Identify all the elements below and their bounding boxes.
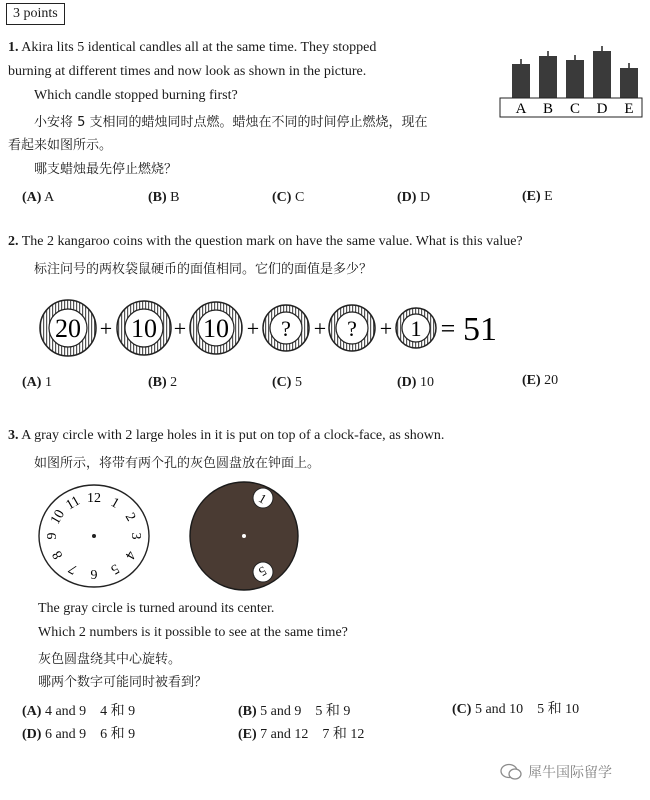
q3-option-b-label: (B) [238, 704, 257, 719]
candle-label-e: E [624, 101, 634, 117]
q3-option-e[interactable] [238, 723, 364, 743]
q2-option-a-label: (A) [22, 375, 42, 390]
q1-option-e[interactable] [522, 189, 553, 205]
q2-option-d-label: (D) [397, 375, 417, 390]
q2-option-b-value: 2 [170, 375, 178, 390]
watermark-text: 犀牛国际留学 [528, 765, 612, 781]
disc-hole-top [253, 488, 273, 508]
q1-option-c-value: C [294, 190, 305, 205]
q3-option-d-value: 6 and 9 6 和 9 [44, 727, 136, 742]
clock-number-10: 10 [48, 507, 69, 528]
candle-d [593, 46, 611, 98]
q3-line-1 [8, 428, 444, 444]
clock-number-8: 8 [49, 547, 67, 562]
q1-text-en-1: Akira lits 5 identical candles all at the same time. They stopped [21, 40, 377, 55]
q3-option-d[interactable] [22, 723, 135, 743]
q2-option-c[interactable] [272, 375, 302, 391]
q1-option-a-value: A [44, 190, 55, 205]
q3-option-a-label: (A) [22, 704, 42, 719]
q1-option-e-label: (E) [522, 189, 541, 204]
q1-question-en: Which candle stopped burning first? [34, 88, 238, 103]
q1-option-d[interactable] [397, 190, 430, 206]
q1-number: 1. [8, 40, 19, 55]
q1-option-a[interactable] [22, 190, 54, 206]
clock-number-1: 1 [107, 495, 122, 512]
q1-option-c-label: (C) [272, 190, 292, 205]
q2-option-a[interactable] [22, 375, 52, 391]
q2-option-c-label: (C) [272, 375, 292, 390]
q1-option-b-label: (B) [148, 190, 167, 205]
coin-10-b-value: 10 [203, 314, 229, 343]
coin-10-b [190, 302, 242, 354]
q3-option-d-label: (D) [22, 727, 42, 742]
q2-number: 2. [8, 234, 19, 249]
q3-option-e-label: (E) [238, 727, 257, 742]
q2-text-cn: 标注问号的两枚袋鼠硬币的面值相同。它们的面值是多少？ [34, 262, 373, 277]
clock-number-9: 9 [45, 532, 60, 540]
q2-option-a-value: 1 [44, 375, 52, 390]
candle-label-a: A [515, 101, 527, 117]
candle-a [512, 59, 530, 98]
q2-option-b[interactable] [148, 375, 177, 391]
q3-option-c-label: (C) [452, 702, 472, 717]
q1-option-d-value: D [419, 190, 431, 205]
coin-question-a-value: ? [281, 316, 291, 341]
q2-option-d-value: 10 [419, 375, 434, 390]
candle-label-b: B [542, 101, 554, 117]
coin-1-value: 1 [410, 316, 422, 341]
chat-bubble-icon [500, 763, 522, 781]
plus-sign-4: + [313, 316, 327, 341]
q3-text-en: A gray circle with 2 large holes in it is put on top of a clock-face, as shown. [21, 428, 445, 443]
clock-number-4: 4 [121, 547, 139, 562]
candle-b [539, 51, 557, 98]
clock-number-7: 7 [66, 560, 81, 577]
q3-number: 3. [8, 428, 19, 443]
disc-center-dot [242, 534, 246, 538]
q1-option-d-label: (D) [397, 190, 417, 205]
q2-option-d[interactable] [397, 375, 434, 391]
watermark [500, 762, 612, 782]
gray-disc [188, 480, 300, 592]
q3-text-cn: 如图所示，将带有两个孔的灰色圆盘放在钟面上。 [34, 456, 321, 471]
q1-line-1 [8, 40, 376, 56]
coin-20-value: 20 [55, 314, 81, 343]
q3-follow-cn-1: 灰色圆盘绕其中心旋转。 [38, 652, 182, 667]
q3-option-b-value: 5 and 9 5 和 9 [260, 704, 351, 719]
clock-face [36, 482, 152, 590]
q1-text-en-2: burning at different times and now look as shown in the picture. [8, 64, 367, 79]
q1-question-cn: 哪支蜡烛最先停止燃烧？ [34, 162, 178, 177]
q2-text-en: The 2 kangaroo coins with the question mark on have the same value. What is this value? [21, 234, 523, 249]
plus-sign-1: + [99, 316, 113, 341]
clock-center-dot [92, 534, 96, 538]
coin-question-b-value: ? [347, 316, 357, 341]
disc-hole-bottom [253, 562, 273, 582]
q2-line-1 [8, 234, 523, 250]
clock-number-11: 11 [63, 493, 83, 514]
q2-option-b-label: (B) [148, 375, 167, 390]
clock-number-6: 6 [90, 566, 98, 581]
plus-sign-5: + [379, 316, 393, 341]
q1-option-c[interactable] [272, 190, 304, 206]
disc-hole-bottom-number: 5 [256, 563, 270, 580]
q3-option-c[interactable] [452, 698, 579, 718]
coin-question-b [329, 305, 375, 351]
q1-option-a-label: (A) [22, 190, 42, 205]
candle-label-c: C [569, 101, 581, 117]
q3-option-e-value: 7 and 12 7 和 12 [260, 727, 365, 742]
disc-hole-top-number: 1 [256, 490, 270, 507]
coin-20 [40, 300, 96, 356]
coin-10-a-value: 10 [131, 314, 157, 343]
candle-c [566, 55, 584, 98]
q1-option-b-value: B [170, 190, 180, 205]
q2-option-c-value: 5 [294, 375, 302, 390]
section-label: 3 points [6, 3, 65, 25]
coin-10-a [117, 301, 171, 355]
candles-figure [496, 44, 644, 122]
clock-number-5: 5 [107, 560, 122, 577]
clock-number-2: 2 [121, 510, 139, 525]
clock-number-12: 12 [87, 491, 101, 506]
coin-question-a [263, 305, 309, 351]
q3-option-b[interactable] [238, 700, 350, 720]
q3-option-a-value: 4 and 9 4 和 9 [44, 704, 136, 719]
q3-option-c-value: 5 and 10 5 和 10 [474, 702, 580, 717]
coin-1 [396, 308, 436, 348]
coin-equation [34, 298, 504, 360]
q2-option-e-value: 20 [544, 373, 559, 388]
plus-sign-2: + [173, 316, 187, 341]
candle-label-d: D [596, 101, 608, 117]
q1-option-e-value: E [544, 189, 553, 204]
q1-option-b[interactable] [148, 190, 180, 206]
q2-option-e-label: (E) [522, 373, 541, 388]
equals-sign: = [440, 314, 456, 343]
q3-follow-en-2: Which 2 numbers is it possible to see at the same time? [38, 625, 348, 640]
plus-sign-3: + [246, 316, 260, 341]
q1-text-cn-1: 小安将 5 支相同的蜡烛同时点燃。蜡烛在不同的时间停止燃烧，现在 [34, 115, 428, 130]
equation-total: 51 [463, 311, 497, 348]
q1-text-cn-2: 看起来如图所示。 [8, 138, 113, 153]
q2-option-e[interactable] [522, 373, 558, 389]
q3-option-a[interactable] [22, 700, 135, 720]
q3-follow-en-1: The gray circle is turned around its center. [38, 601, 275, 616]
q3-follow-cn-2: 哪两个数字可能同时被看到？ [38, 675, 208, 690]
clock-number-3: 3 [128, 532, 143, 540]
candle-e [620, 63, 638, 98]
